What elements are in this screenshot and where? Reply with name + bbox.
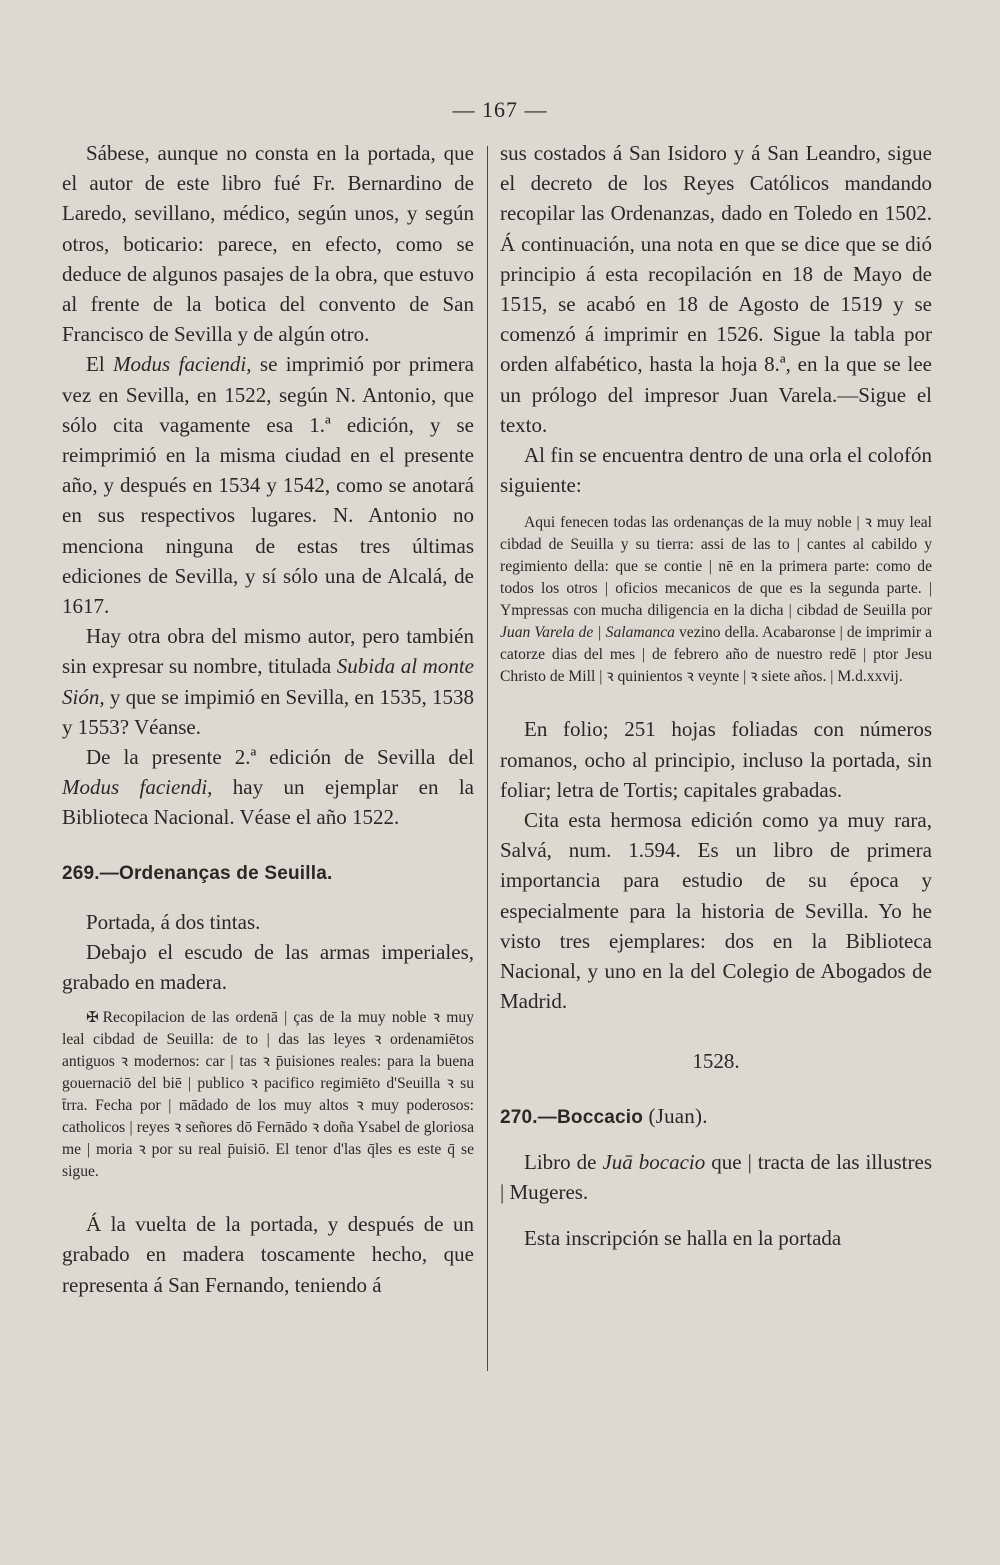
entry-heading-269: 269.—Ordenanças de Seuilla. [62,862,333,884]
column-divider [487,146,488,1371]
paragraph-colophon-intro: Al fin se encuentra dentro de una orla el colofón siguiente: [500,443,932,498]
text-fragment: De la presente 2.ª edición de Sevilla del [86,745,474,770]
entry-author: (Juan). [643,1103,708,1128]
transcription-text: Recopilacion de las ordenā | ças de la muy noble ꝛ muy leal cibdad de Seuilla: de to | das las leyes ꝛ ordenamiētos antiguos ꝛ modernos: car | tas ꝛ p̄uisiones reales: para la buena gouernaciō del biē | publico ꝛ pacifico regimiēto d'Seuilla ꝛ su t̄rra. Fecha por | mādado de los muy altos ꝛ muy poderosos: catholicos | reyes ꝛ señores dō Fernādo ꝛ doña Ysabel de gloriosa me | moria ꝛ por su real p̄uisiō. El tenor d'las q̄les es este q̄ se sigue. [62,1009,474,1181]
title-transcription [62,1006,474,1183]
paragraph-authorship: Sábese, aunque no consta en la portada, que el autor de este libro fué Fr. Bernardino de Laredo, sevillano, médico, según unos, y según otros, boticario: parece, en efecto, como se deduce de algunos pasajes de la obra, que estuvo al frente de la botica del convento de San Francisco de Sevilla y de algún otro. [62,141,474,347]
text-fragment: Hay otra obra del mismo autor, pero también sin expresar su nombre, titulada [62,624,474,679]
paragraph-decree: sus costados á San Isidoro y á San Leandro, sigue el decreto de los Reyes Católicos mandando recopilar las Ordenanzas, dado en Toledo en 1502. Á continuación, una nota en que se dice que se dió principio á esta recopilación en 18 de Mayo de 1515, se acabó en 18 de Agosto de 1519 y se comenzó á imprimir en 1526. Sigue la tabla por orden alfabético, hasta la hoja 8.ª, en la que se lee un prólogo del impresor Juan Varela.—Sigue el texto. [500,141,932,437]
book-title: Subida al monte Sión, [62,654,474,709]
left-column [62,138,474,1300]
paragraph-engraving: Debajo el escudo de las armas imperiales, grabado en madera. [62,939,474,995]
text-fragment: Libro de [524,1149,603,1174]
page-number: — 167 — [452,97,548,122]
text-fragment: se imprimió por primera vez en Sevilla, en 1522, según N. Antonio, que sólo cita vagamente esa 1.ª edición, y se reimprimió en la misma ciudad en el presente año, y después en 1534 y 1542, como se anotará en sus respectivos lugares. N. Antonio no menciona ninguna de estas tres últimas ediciones de Sevilla, y sí sólo una de Alcalá, de 1617. [62,352,475,619]
year-heading: 1528. [692,1049,740,1074]
colophon-transcription [500,512,932,688]
colophon-text: Aqui fenecen todas las ordenanças de la muy noble | ꝛ muy leal cibdad de Seuilla y su tierra: assi de las to | cantes al cabildo y regimiento della: que se contie | nē en la primera parte: como de todos los otros | oficios mecanicos de que es la segunda parte. | Ympressas con mucha diligencia en la dicha | cibdad de Seuilla por [500,514,932,620]
paragraph-verso: Á la vuelta de la portada, y después de un grabado en madera toscamente hecho, que representa á San Fernando, teniendo á [62,1212,474,1297]
paragraph-rarity: Cita esta hermosa edición como ya muy rara, Salvá, num. 1.594. Es un libro de primera importancia para estudio de su época y especialmente para la historia de Sevilla. Yo he visto tres ejemplares: dos en la Biblioteca Nacional, y uno en la del Colegio de Abogados de Madrid. [500,808,932,1014]
book-title: Modus faciendi, [113,352,252,377]
paragraph-boccacio-title [500,1147,932,1207]
entry-number: 270.—Boccacio [500,1106,644,1128]
paragraph-other-work [62,621,474,742]
entry-heading-270 [500,1101,932,1133]
right-column [500,138,932,1253]
text-fragment: y que se impimió en Sevilla, en 1535, 1538 y 1553? Véanse. [62,684,474,739]
text-fragment: que | tracta de las illustres | Mugeres. [500,1149,933,1204]
text-fragment: hay un ejemplar en la Biblioteca Nacional. Véase el año 1522. [62,775,475,830]
book-title: Juā bocacio [602,1149,706,1174]
paragraph-copy-location [62,742,474,833]
text-fragment: El [86,352,114,377]
book-title: Modus faciendi, [62,775,213,800]
colophon-text: vezino della. Acabaronse | de imprimir a catorze dias del mes | de febrero año de nuestro redē | ptor Jesu Christo de Mill | ꝛ quinientos ꝛ veynte | ꝛ siete años. | M.d.xxvij. [500,624,933,686]
paragraph-format: En folio; 251 hojas foliadas con números romanos, ocho al principio, incluso la portada, sin foliar; letra de Tortis; capitales grabadas. [500,717,932,802]
printer-name: Juan Varela de | Salamanca [500,624,675,642]
paragraph-title-page: Portada, á dos tintas. [86,909,261,934]
paragraph-editions [62,349,474,621]
paragraph-inscription: Esta inscripción se halla en la portada [524,1226,842,1251]
cross-icon: ✠ [86,1008,99,1027]
